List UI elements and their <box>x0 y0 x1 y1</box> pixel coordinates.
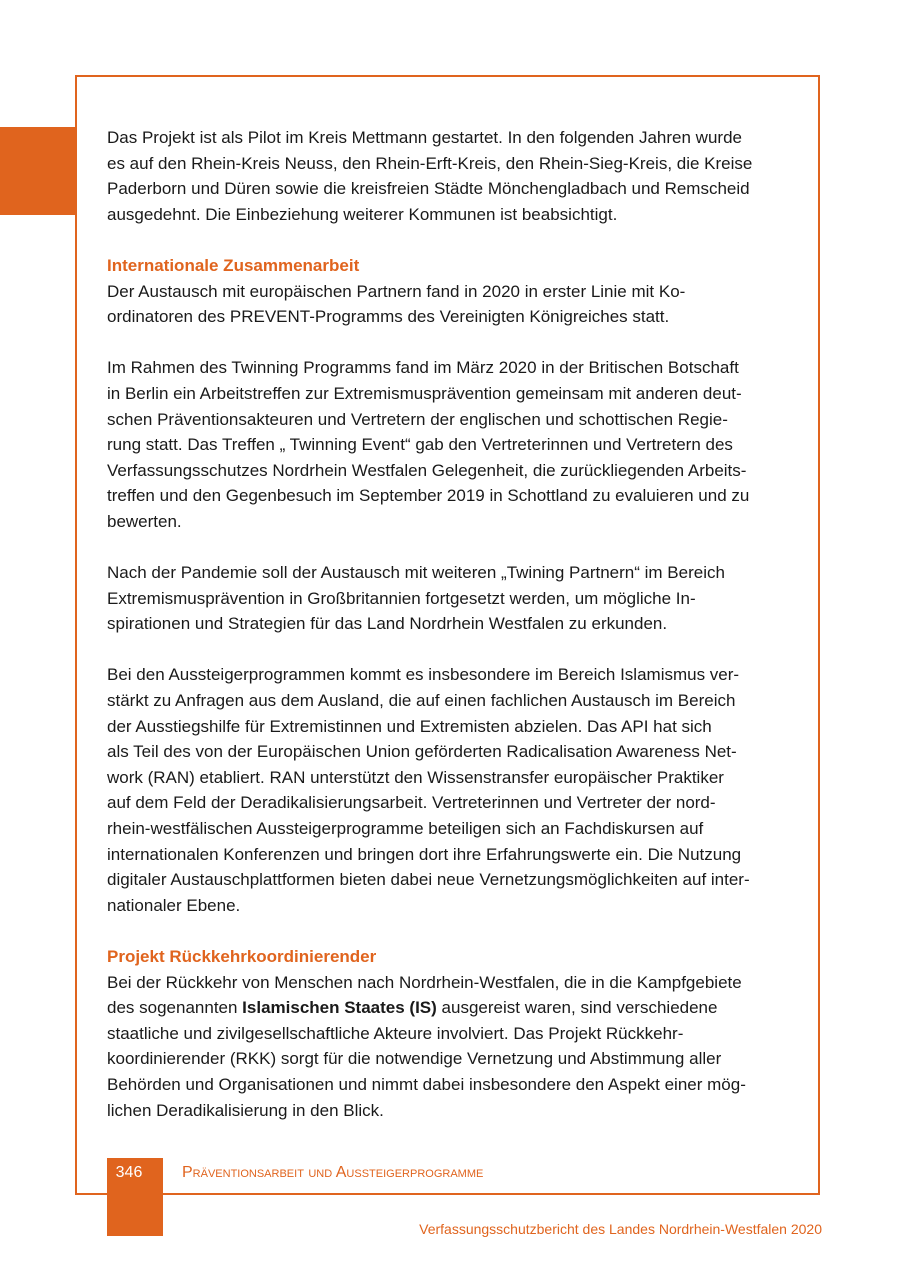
chapter-tab-marker <box>0 127 75 215</box>
page-number: 346 <box>115 1164 143 1181</box>
paragraph-twinning-programme: Im Rahmen des Twinning Programms fand im März 2020 in der Britischen Botschaft in Berlin ein Arbeitstreffen zur Extremismusprävention gemeinsam mit anderen deut- schen Präventionsakteuren und Vertretern der englischen und schottischen Regie- rung statt. Das Treffen „ Twinning Event“ gab den Vertreterinnen und Vertretern des Verfassungsschutzes Nordrhein Westfalen Gelegenheit, die zurückliegenden Arbeits- treffen und den Gegenbesuch im September 2019 in Schottland zu evaluieren und zu bewerten. <box>107 358 750 531</box>
paragraph-exit-programmes: Bei den Aussteigerprogrammen kommt es insbesondere im Bereich Islamismus ver- stärkt zu Anfragen aus dem Ausland, die auf einen fachlichen Austausch im Bereich der Ausstiegshilfe für Extremistinnen und Extremisten abzielen. Das API hat sich als Teil des von der Europäischen Union geförderten Radicalisation Awareness Net- work (RAN) etabliert. RAN unterstützt den Wissenstransfer europäischer Praktiker auf dem Feld der Deradikalisierungsarbeit. Vertreterinnen und Vertreter der nord- rhein-westfälischen Aussteigerprogramme beteiligen sich an Fachdiskursen auf internationalen Konferenzen und bringen dort ihre Erfahrungswerte ein. Die Nutzung digitaler Austauschplattformen bieten dabei neue Vernetzungsmöglichkeiten auf inter- nationaler Ebene. <box>107 665 750 915</box>
paragraph-european-partners: Der Austausch mit europäischen Partnern fand in 2020 in erster Linie mit Ko- ordinatoren des PREVENT-Programms des Vereinigten Königreiches statt. <box>107 281 686 327</box>
main-content <box>107 125 797 1123</box>
heading-return-coordinators: Projekt Rückkehrkoordinierender <box>107 947 377 966</box>
footer-publication-title: Verfassungsschutzbericht des Landes Nordrhein-Westfalen 2020 <box>419 1221 822 1237</box>
section-title: Präventionsarbeit und Aussteigerprogramme <box>182 1164 484 1181</box>
text-segment: Bei der Rückkehr von Menschen nach Nordrhein-Westfalen, die in die Kampfgebiete des sogenannten <box>107 972 742 1018</box>
bold-term-islamic-state: Islamischen Staates (IS) <box>242 998 437 1018</box>
heading-international-cooperation: Internationale Zusammenarbeit <box>107 255 360 275</box>
text-segment: ausgereist waren, sind verschiedene staatliche und zivilgesellschaftliche Akteure involviert. Das Projekt Rückkehr- koordinierender (RKK) sorgt für die notwendige Vernetzung und Abstimmung aller Behörden und Organisationen und nimmt dabei insbesondere den Aspekt einer mög- lichen Deradikalisierung in den Blick. <box>107 998 746 1120</box>
paragraph-return-coordinators <box>107 970 797 1124</box>
paragraph-pilot-project: Das Projekt ist als Pilot im Kreis Mettmann gestartet. In den folgenden Jahren wurde es auf den Rhein-Kreis Neuss, den Rhein-Erft-Kreis, den Rhein-Sieg-Kreis, die Kreise Paderborn und Düren sowie die kreisfreien Städte Mönchengladbach und Remscheid ausgedehnt. Die Einbeziehung weiterer Kommunen ist beabsichtigt. <box>107 128 753 224</box>
paragraph-after-pandemic: Nach der Pandemie soll der Austausch mit weiteren „Twining Partnern“ im Bereich Extremismusprävention in Großbritannien fortgesetzt werden, um mögliche In- spirationen und Strategien für das Land Nordrhein Westfalen zu erkunden. <box>107 563 725 634</box>
